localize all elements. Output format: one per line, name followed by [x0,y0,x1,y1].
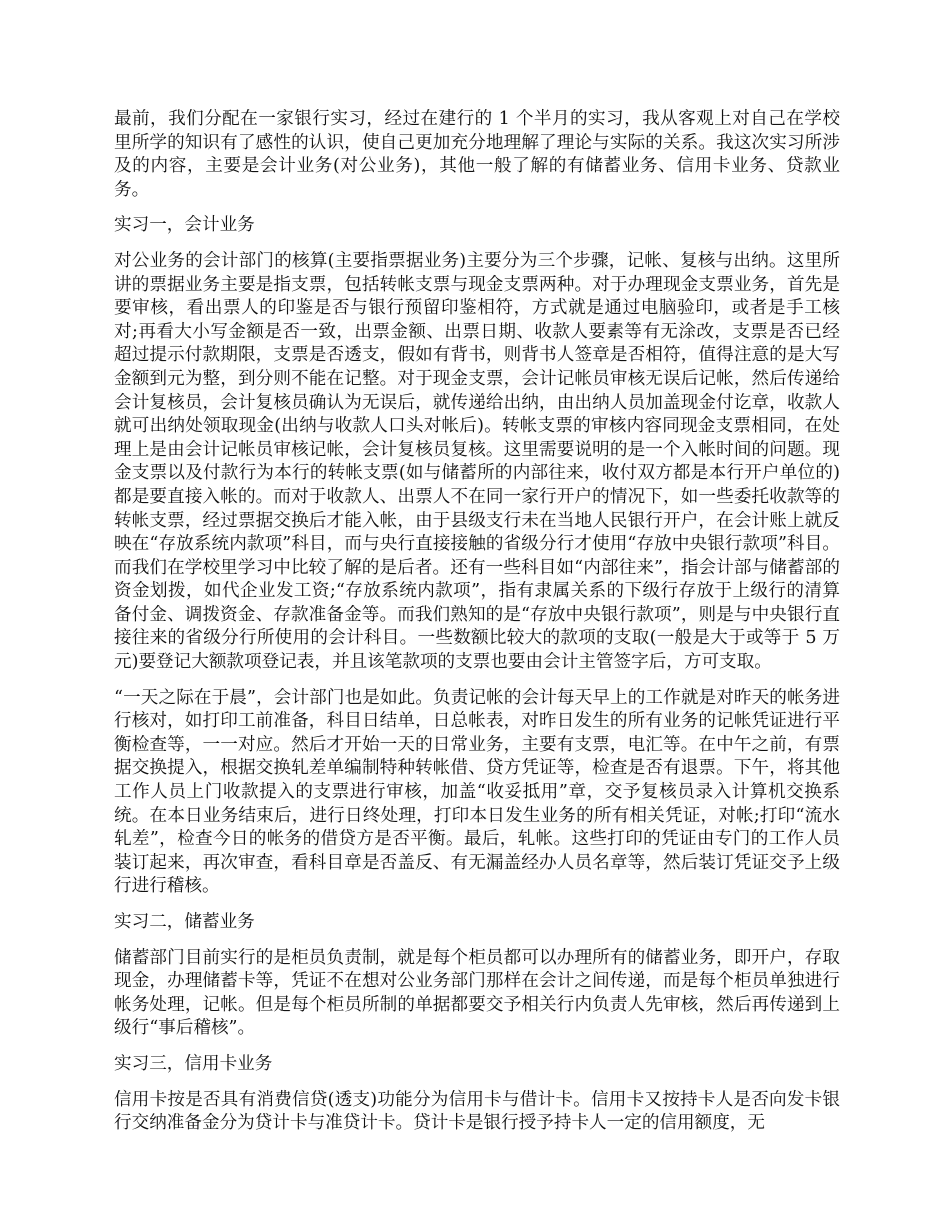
section-heading-savings: 实习二，储蓄业务 [114,912,255,932]
document-body [114,108,840,1148]
credit-card-paragraph: 信用卡按是否具有消费信贷(透支)功能分为信用卡与借计卡。信用卡又按持卡人是否向发卡银行交纳准备金分为贷计卡与准贷计卡。贷计卡是银行授予持卡人一定的信用额度，无 [114,1089,840,1134]
accounting-paragraph: 对公业务的会计部门的核算(主要指票据业务)主要分为三个步骤，记帐、复核与出纳。这里所讲的票据业务主要是指支票，包括转帐支票与现金支票两种。对于办理现金支票业务，首先是要审核，看出票人的印鉴是否与银行预留印鉴相符，方式就是通过电脑验印，或者是手工核对;再看大小写金额是否一致，出票金额、出票日期、收款人要素等有无涂改，支票是否已经超过提示付款期限，支票是否透支，假如有背书，则背书人签章是否相符，值得注意的是大写金额到元为整，到分则不能在记整。对于现金支票，会计记帐员审核无误后记帐，然后传递给会计复核员，会计复核员确认为无误后，就传递给出纳，由出纳人员加盖现金付讫章，收款人就可出纳处领取现金(出纳与收款人口头对帐后)。转帐支票的审核内容同现金支票相同，在处理上是由会计记帐员审核记帐，会计复核员复核。这里需要说明的是一个入帐时间的问题。现金支票以及付款行为本行的转帐支票(如与储蓄所的内部往来，收付双方都是本行开户单位的)都是要直接入帐的。而对于收款人、出票人不在同一家行开户的情况下，如一些委托收款等的转帐支票，经过票据交换后才能入帐，由于县级支行未在当地人民银行开户，在会计账上就反映在“存放系统内款项”科目，而与央行直接接触的省级分行才使用“存放中央银行款项”科目。而我们在学校里学习中比较了解的是后者。还有一些科目如“内部往来”，指会计部与储蓄部的资金划拨，如代企业发工资;“存放系统内款项”，指有隶属关系的下级行存放于上级行的清算备付金、调拨资金、存款准备金等。而我们熟知的是“存放中央银行款项”，则是与中央银行直接往来的省级分行所使用的会计科目。一些数额比较大的款项的支取(一般是大于或等于 5 万元)要登记大额款项登记表，并且该笔款项的支票也要由会计主管签字后，方可支取。 [114,250,840,673]
section-heading-credit-card: 实习三，信用卡业务 [114,1053,273,1074]
intro-paragraph: 最前，我们分配在一家银行实习，经过在建行的 1 个半月的实习，我从客观上对自己在学校里所学的知识有了感性的认识，使自己更加充分地理解了理论与实际的关系。我这次实习所涉及的内容，主要是会计业务(对公业务)，其他一般了解的有储蓄业务、信用卡业务、贷款业务。 [114,109,840,200]
section-heading-accounting: 实习一，会计业务 [114,215,255,236]
savings-paragraph: 储蓄部门目前实行的是柜员负责制，就是每个柜员都可以办理所有的储蓄业务，即开户，存取现金，办理储蓄卡等，凭证不在想对公业务部门那样在会计之间传递，而是每个柜员单独进行帐务处理，记帐。但是每个柜员所制的单据都要交予相关行内负责人先审核，然后再传递到上级行“事后稽核”。 [114,947,840,1039]
daily-routine-paragraph: “一天之际在于晨”，会计部门也是如此。负责记帐的会计每天早上的工作就是对昨天的帐务进行核对，如打印工前准备，科目日结单，日总帐表，对昨日发生的所有业务的记帐凭证进行平衡检查等，一一对应。然后才开始一天的日常业务，主要有支票，电汇等。在中午之前，有票据交换提入，根据交换轧差单编制特种转帐借、贷方凭证等，检查是否有退票。下午，将其他工作人员上门收款提入的支票进行审核，加盖“收妥抵用”章，交予复核员录入计算机交换系统。在本日业务结束后，进行日终处理，打印本日发生业务的所有相关凭证，对帐;打印“流水轧差”，检查今日的帐务的借贷方是否平衡。最后，轧帐。这些打印的凭证由专门的工作人员装订起来，再次审查，看科目章是否盖反、有无漏盖经办人员名章等，然后装订凭证交予上级行进行稽核。 [114,687,840,897]
